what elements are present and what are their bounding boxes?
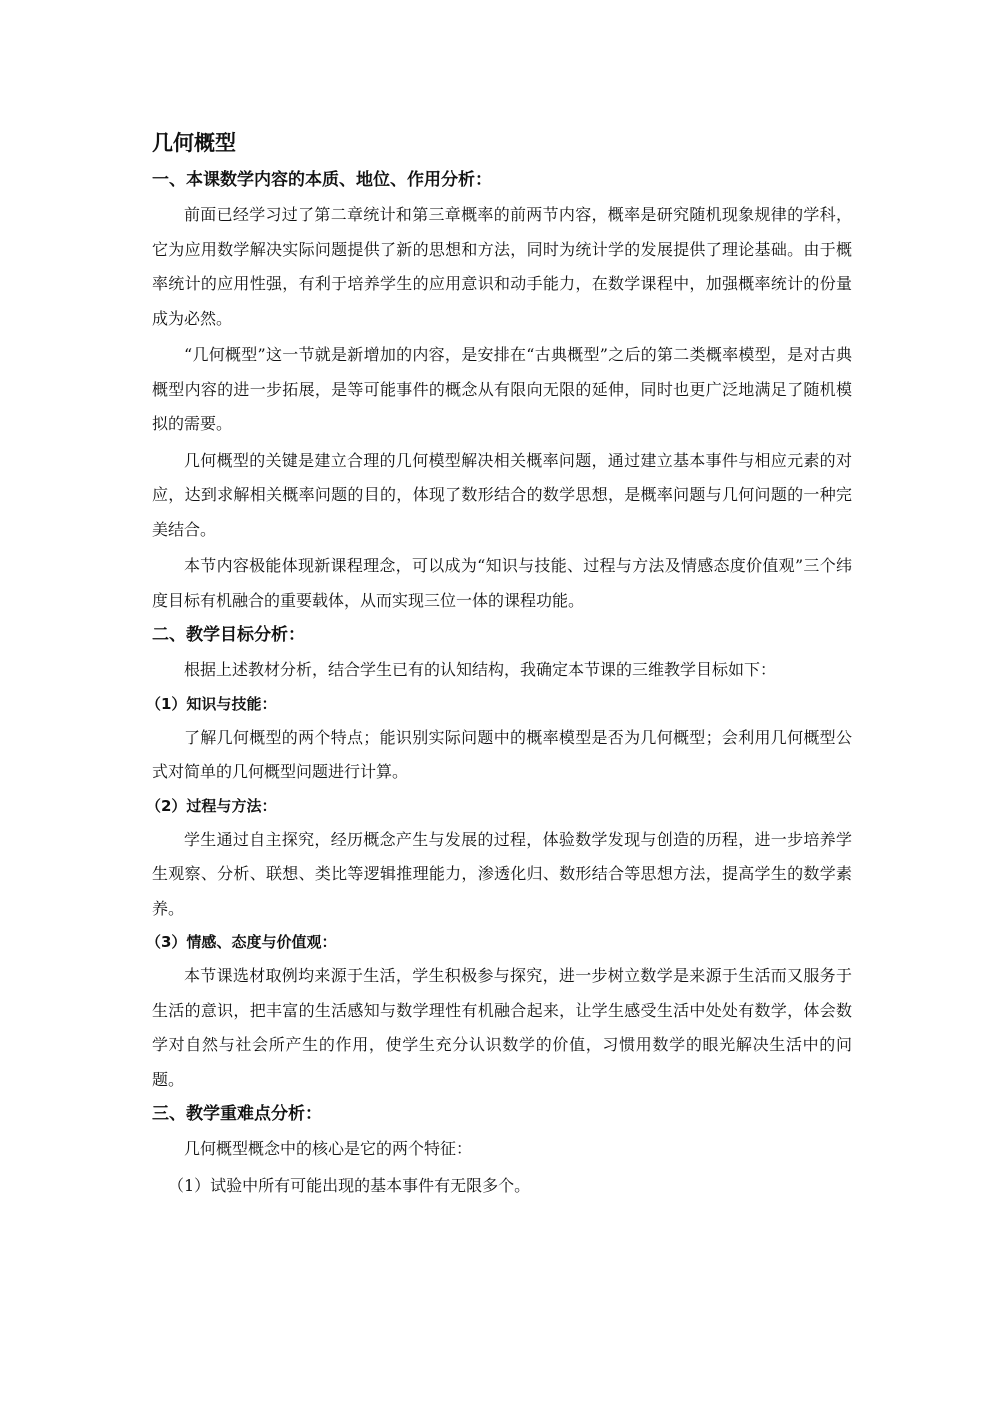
section-heading-3: 三、教学重难点分析： bbox=[152, 1104, 322, 1124]
section-heading-2: 二、教学目标分析： bbox=[152, 625, 305, 645]
document-title: 几何概型 bbox=[152, 131, 236, 155]
document-body bbox=[146, 128, 852, 1203]
paragraph: 学生通过自主探究，经历概念产生与发展的过程，体验数学发现与创造的历程，进一步培养学生观察、分析、联想、类比等逻辑推理能力，渗透化归、数形结合等思想方法，提高学生的数学素养。 bbox=[152, 829, 852, 918]
paragraph: 前面已经学习过了第二章统计和第三章概率的前两节内容，概率是研究随机现象规律的学科，它为应用数学解决实际问题提供了新的思想和方法，同时为统计学的发展提供了理论基础。由于概率统计的应用性强，有利于培养学生的应用意识和动手能力，在数学课程中，加强概率统计的份量成为必然。 bbox=[152, 205, 852, 328]
subsection-heading-process: （2）过程与方法： bbox=[146, 796, 277, 815]
paragraph: 根据上述教材分析，结合学生已有的认知结构，我确定本节课的三维教学目标如下： bbox=[184, 660, 777, 679]
paragraph: 本节内容极能体现新课程理念，可以成为“知识与技能、过程与方法及情感态度价值观”三个纬度目标有机融合的重要载体，从而实现三位一体的课程功能。 bbox=[152, 556, 852, 610]
subsection-heading-knowledge: （1）知识与技能： bbox=[146, 694, 277, 713]
section-heading-1: 一、本课数学内容的本质、地位、作用分析： bbox=[152, 170, 492, 190]
paragraph: “几何概型”这一节就是新增加的内容，是安排在“古典概型”之后的第二类概率模型，是对古典概型内容的进一步拓展，是等可能事件的概念从有限向无限的延伸，同时也更广泛地满足了随机模拟的需要。 bbox=[152, 345, 852, 433]
subsection-heading-attitude: （3）情感、态度与价值观： bbox=[146, 933, 337, 951]
paragraph: 几何概型概念中的核心是它的两个特征： bbox=[184, 1139, 473, 1158]
list-item: （1）试验中所有可能出现的基本事件有无限多个。 bbox=[168, 1175, 531, 1195]
paragraph: 了解几何概型的两个特点；能识别实际问题中的概率模型是否为几何概型；会利用几何概型公式对简单的几何概型问题进行计算。 bbox=[152, 727, 852, 781]
paragraph: 几何概型的关键是建立合理的几何模型解决相关概率问题，通过建立基本事件与相应元素的对应，达到求解相关概率问题的目的，体现了数形结合的数学思想，是概率问题与几何问题的一种完美结合。 bbox=[152, 450, 852, 539]
paragraph: 本节课选材取例均来源于生活，学生积极参与探究，进一步树立数学是来源于生活而又服务于生活的意识，把丰富的生活感知与数学理性有机融合起来，让学生感受生活中处处有数学，体会数学对自然与社会所产生的作用，使学生充分认识数学的价值，习惯用数学的眼光解决生活中的问题。 bbox=[152, 966, 852, 1089]
